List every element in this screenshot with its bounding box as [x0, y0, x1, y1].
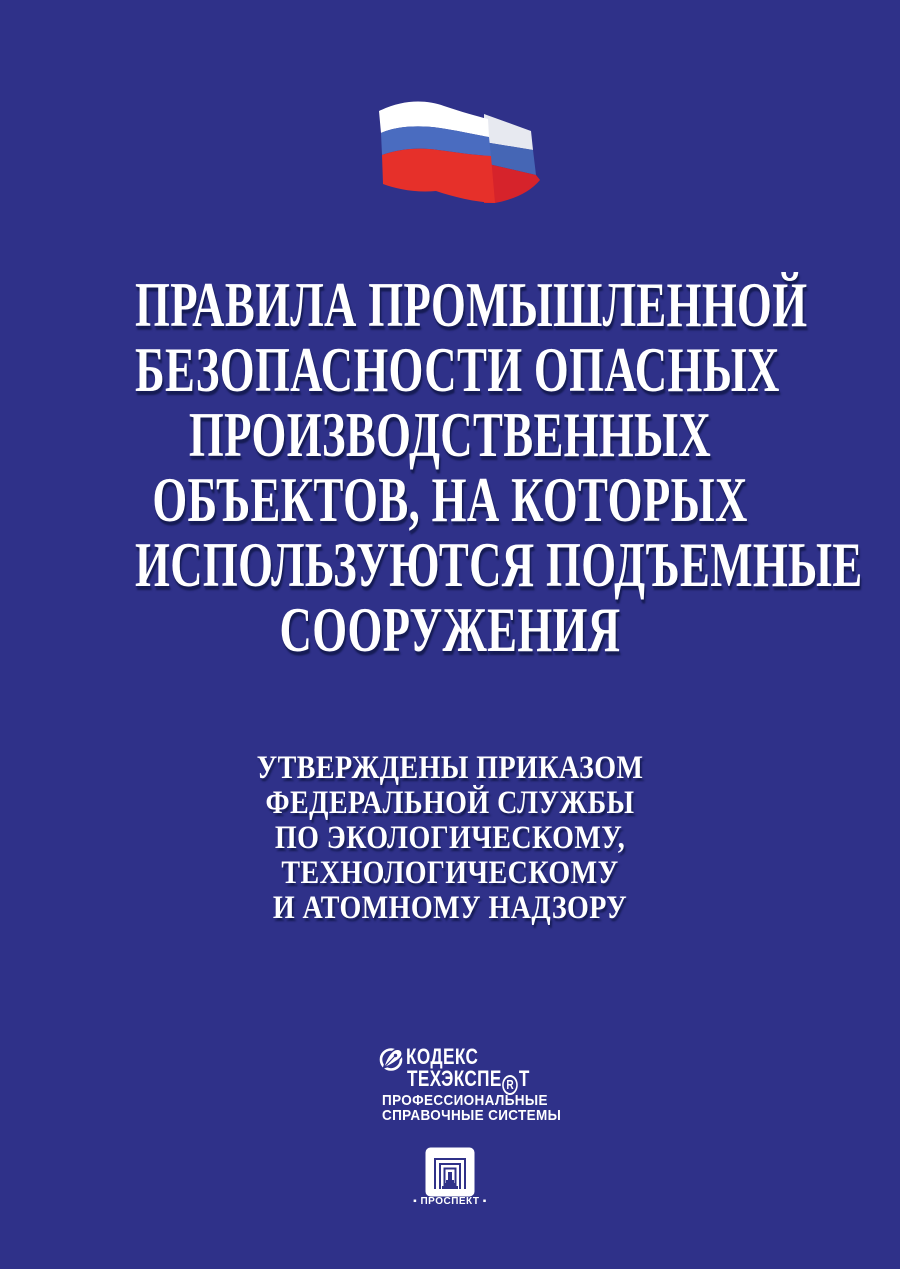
decree-line: УТВЕРЖДЕНЫ ПРИКАЗОМ: [256, 750, 644, 786]
prospekt-label: ▪ ПРОСПЕКТ ▪: [413, 1196, 487, 1207]
title-line: ОБЪЕКТОВ, НА КОТОРЫХ: [152, 464, 748, 535]
decree-line: ТЕХНОЛОГИЧЕСКОМУ: [281, 855, 619, 891]
decree-line: ПО ЭКОЛОГИЧЕСКОМУ,: [274, 820, 626, 856]
kodeks-tehekspert-logo: [0, 1040, 900, 1130]
kodeks-brand-text: КОДЕКС: [406, 1044, 479, 1069]
prospekt-logo: [0, 1147, 900, 1212]
title-line: СООРУЖЕНИЯ: [279, 594, 621, 665]
title-line: ПРАВИЛА ПРОМЫШЛЕННОЙ: [135, 269, 808, 340]
pen-nib-icon: [379, 1045, 406, 1073]
book-title: [135, 269, 863, 665]
kodeks-tagline-line1: ПРОФЕССИОНАЛЬНЫЕ: [382, 1092, 548, 1109]
kodeks-tagline-line2: СПРАВОЧНЫЕ СИСТЕМЫ: [382, 1107, 562, 1124]
tehekspert-brand-text: ТЕХЭКСПЕ R Т: [407, 1068, 530, 1095]
flag-red-stripe: [382, 149, 495, 203]
title-line: БЕЗОПАСНОСТИ ОПАСНЫХ: [135, 334, 780, 405]
approval-note: [68, 751, 833, 926]
title-line: ИСПОЛЬЗУЮТСЯ ПОДЪЕМНЫЕ: [135, 529, 863, 600]
registered-r-icon: R: [502, 1075, 518, 1095]
prospekt-arch-icon: [425, 1147, 475, 1197]
decree-line: И АТОМНОМУ НАДЗОРУ: [272, 890, 628, 926]
title-line: ПРОИЗВОДСТВЕННЫХ: [188, 399, 712, 470]
decree-line: ФЕДЕРАЛЬНОЙ СЛУЖБЫ: [265, 785, 635, 821]
russia-flag-icon: [374, 94, 546, 206]
